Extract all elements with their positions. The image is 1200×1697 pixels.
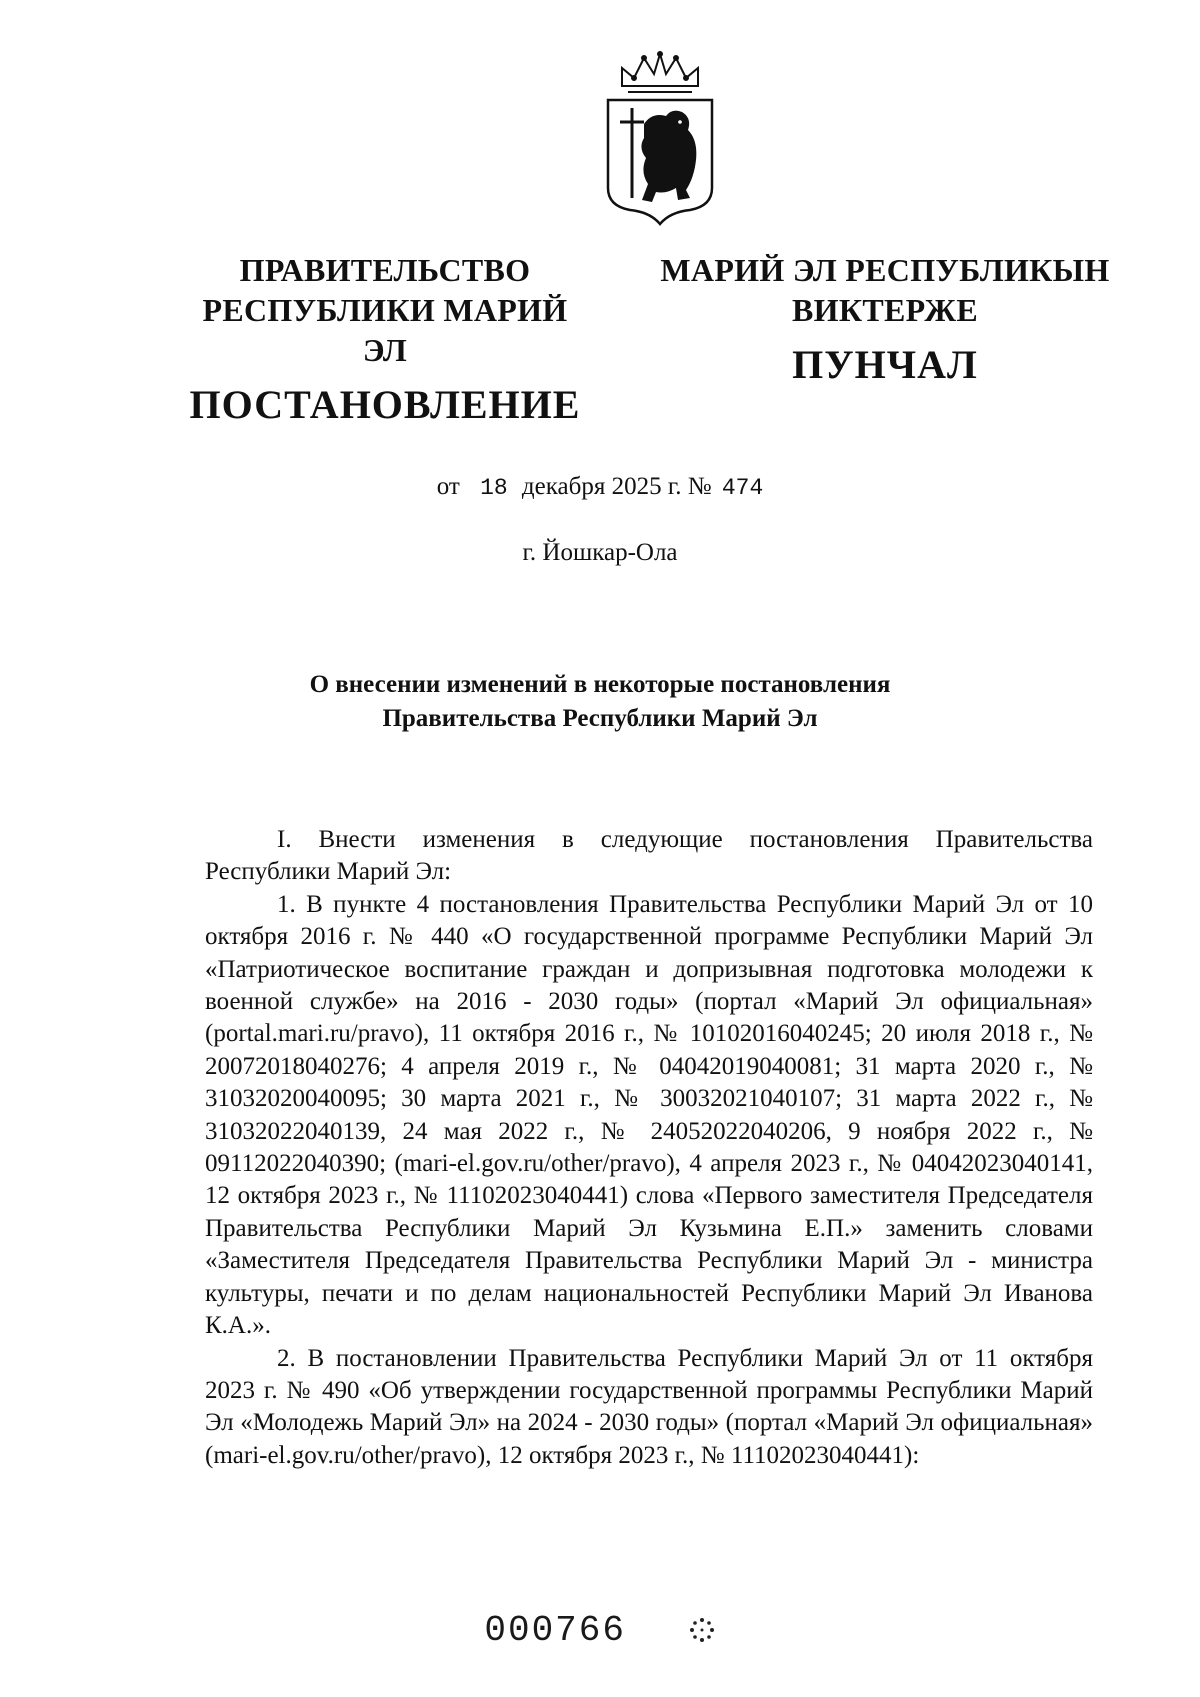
paragraph-item-1: 1. В пункте 4 постановления Правительства Республики Марий Эл от 10 октября 2016 г. № 440 «О государственной программе Республики Марий Эл «Патриотическое воспитание граждан и допризывная подготовка молодежи к военной службе» на 2016 - 2030 годы» (портал «Марий Эл официальная» (portal.mari.ru/pravo), 11 октября 2016 г., № 10102016040245; 20 июля 2018 г., № 20072018040276; 4 апреля 2019 г., № 04042019040081; 31 марта 2020 г., № 31032020040095; 30 марта 2021 г., № 30032021040107; 31 марта 2022 г., № 31032022040139, 24 мая 2022 г., № 24052022040206, 9 ноября 2022 г., № 09112022040390; (mari-el.gov.ru/other/pravo), 4 апреля 2023 г., № 04042023040141, 12 октября 2023 г., № 11102023040441) слова «Первого заместителя Председателя Правительства Республики Марий Эл Кузьмина Е.П.» заменить словами «Заместителя Председателя Правительства Республики Марий Эл - министра культуры, печати и по делам национальностей Республики Марий Эл Иванова К.А.». bbox=[205, 890, 1093, 1340]
document-number: 474 bbox=[721, 475, 764, 501]
city: г. Йошкар-Ола bbox=[522, 539, 678, 566]
paragraph-intro: I. Внести изменения в следующие постановления Правительства Республики Марий Эл: bbox=[205, 826, 1093, 886]
header-right-line2: ВИКТЕРЖЕ bbox=[792, 292, 978, 328]
paragraph-item-2: 2. В постановлении Правительства Республики Марий Эл от 11 октября 2023 г. № 490 «Об утверждении государственной программы Республики Марий Эл «Молодежь Марий Эл» на 2024 - 2030 годы» (портал «Марий Эл официальная» (mari-el.gov.ru/other/pravo), 12 октября 2023 г., № 11102023040441): bbox=[205, 1344, 1093, 1469]
header-right-line1: МАРИЙ ЭЛ РЕСПУБЛИКЫН bbox=[660, 252, 1110, 288]
header-right bbox=[660, 250, 1110, 390]
serial-number: 000766 bbox=[484, 1610, 626, 1651]
date-prefix: от bbox=[436, 473, 460, 500]
asterisk-mark-icon bbox=[688, 1616, 716, 1644]
header-left-line1: ПРАВИТЕЛЬСТВО bbox=[239, 252, 531, 288]
document-title bbox=[200, 668, 1000, 736]
date-line bbox=[0, 470, 1200, 505]
footer bbox=[0, 1610, 1200, 1651]
header-left bbox=[185, 250, 585, 430]
title-line2: Правительства Республики Марий Эл bbox=[382, 705, 818, 732]
coat-of-arms-icon bbox=[600, 48, 720, 228]
header-left-doc-type: ПОСТАНОВЛЕНИЕ bbox=[189, 382, 581, 427]
header-right-doc-type: ПУНЧАЛ bbox=[792, 342, 978, 387]
date-month-year: декабря 2025 г. № bbox=[521, 473, 712, 500]
date-day: 18 bbox=[480, 475, 508, 501]
document-body bbox=[205, 824, 1093, 1472]
header-left-line2: РЕСПУБЛИКИ МАРИЙ ЭЛ bbox=[202, 292, 568, 368]
title-line1: О внесении изменений в некоторые постановления bbox=[309, 671, 891, 698]
